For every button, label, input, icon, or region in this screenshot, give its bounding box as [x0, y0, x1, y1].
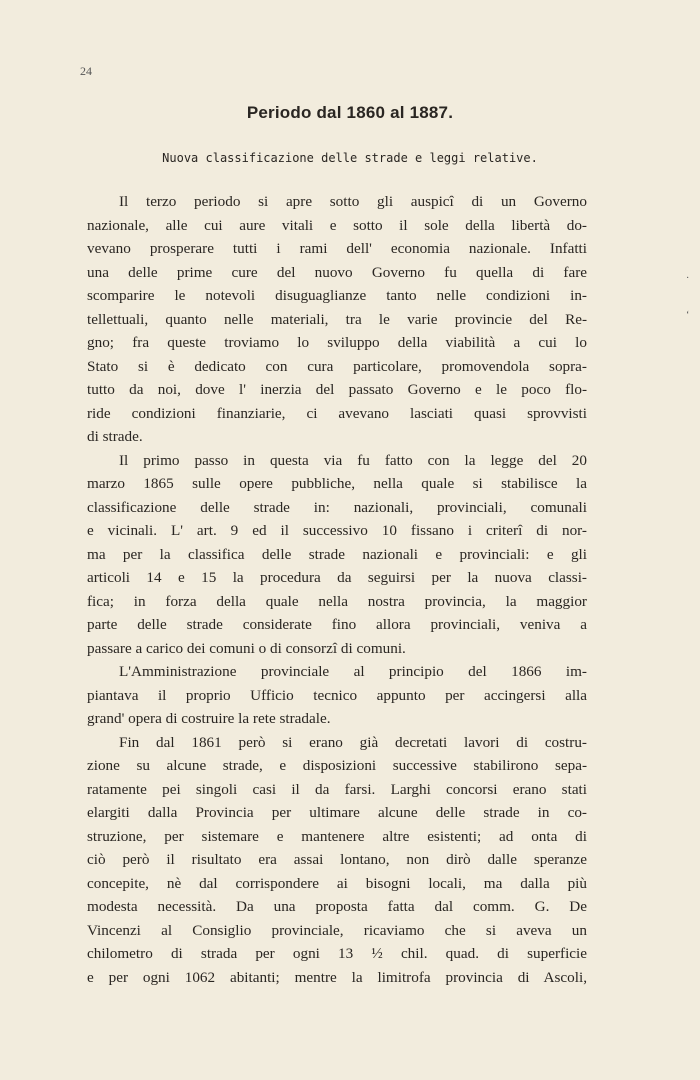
section-subtitle: Nuova classificazione delle strade e leggi relative.	[162, 151, 538, 165]
text-line: elargiti dalla Provincia per ultimare alcune delle strade in co-	[87, 804, 587, 821]
body-text	[87, 190, 587, 989]
text-line: una delle prime cure del nuovo Governo fu quella di fare	[87, 263, 587, 281]
text-line: zione su alcune strade, e disposizioni successive stabilirono sepa-	[87, 757, 587, 774]
text-line: piantava il proprio Ufficio tecnico appunto per accingersi alla	[87, 686, 587, 704]
text-line: grand' opera di costruire la rete stradale.	[87, 710, 331, 727]
text-line: tutto da noi, dove l' inerzia del passato Governo e le poco flo-	[87, 381, 587, 398]
text-line: Stato si è dedicato con cura particolare, promovendola sopra-	[87, 357, 587, 375]
text-line: articoli 14 e 15 la procedura da seguirsi per la nuova classi-	[87, 569, 587, 586]
text-line: concepite, nè dal corrispondere ai bisogni locali, ma dalla più	[87, 874, 587, 892]
chapter-title: Periodo dal 1860 al 1887.	[246, 103, 454, 122]
page-number: 24	[80, 64, 92, 78]
text-line: parte delle strade considerate fino allora provinciali, veniva a	[87, 616, 587, 633]
text-line: tellettuali, quanto nelle materiali, tra le varie provincie del Re-	[87, 310, 587, 328]
text-line: e per ogni 1062 abitanti; mentre la limitrofa provincia di Ascoli,	[87, 968, 587, 986]
text-line: ride condizioni finanziarie, ci avevano lasciati quasi sprovvisti	[87, 404, 587, 422]
text-line: Fin dal 1861 però si erano già decretati lavori di costru-	[119, 733, 587, 751]
text-line: marzo 1865 sulle opere pubbliche, nella quale si stabilisce la	[87, 475, 587, 492]
text-line: di strade.	[87, 428, 143, 445]
text-line: vevano prosperare tutti i rami dell' economia nazionale. Infatti	[87, 240, 587, 257]
text-line: gno; fra queste troviamo lo sviluppo della viabilità a cui lo	[87, 334, 587, 351]
margin-mark: ‘	[686, 310, 690, 321]
text-line: nazionale, alle cui aure vitali e sotto il sole della libertà do-	[87, 216, 587, 234]
text-line: ratamente pei singoli casi il da farsi. Larghi concorsi erano stati	[87, 780, 587, 798]
text-line: Il terzo periodo si apre sotto gli auspicî di un Governo	[119, 193, 587, 210]
margin-mark: ·	[686, 273, 690, 284]
text-line: e vicinali. L' art. 9 ed il successivo 10 fissano i criterî di nor-	[87, 522, 587, 539]
text-line: ciò però il risultato era assai lontano, non dirò dalle speranze	[87, 851, 587, 868]
text-line: chilometro di strada per ogni 13 ½ chil. quad. di superficie	[87, 945, 587, 962]
text-line: struzione, per sistemare e mantenere altre esistenti; ad onta di	[87, 827, 587, 845]
text-line: fica; in forza della quale nella nostra provincia, la maggior	[87, 592, 587, 610]
text-line: scomparire le notevoli disuguaglianze tanto nelle condizioni in-	[87, 287, 587, 304]
text-line: Vincenzi al Consiglio provinciale, ricaviamo che si aveva un	[87, 921, 587, 939]
text-line: ma per la classifica delle strade nazionali e provinciali: e gli	[87, 545, 587, 563]
text-line: Il primo passo in questa via fu fatto con la legge del 20	[119, 451, 587, 469]
text-line: classificazione delle strade in: nazionali, provinciali, comunali	[87, 498, 587, 516]
text-line: passare a carico dei comuni o di consorzî di comuni.	[87, 639, 406, 657]
text-line: L'Amministrazione provinciale al principio del 1866 im-	[119, 663, 587, 680]
text-line: modesta necessità. Da una proposta fatta dal comm. G. De	[87, 898, 587, 915]
